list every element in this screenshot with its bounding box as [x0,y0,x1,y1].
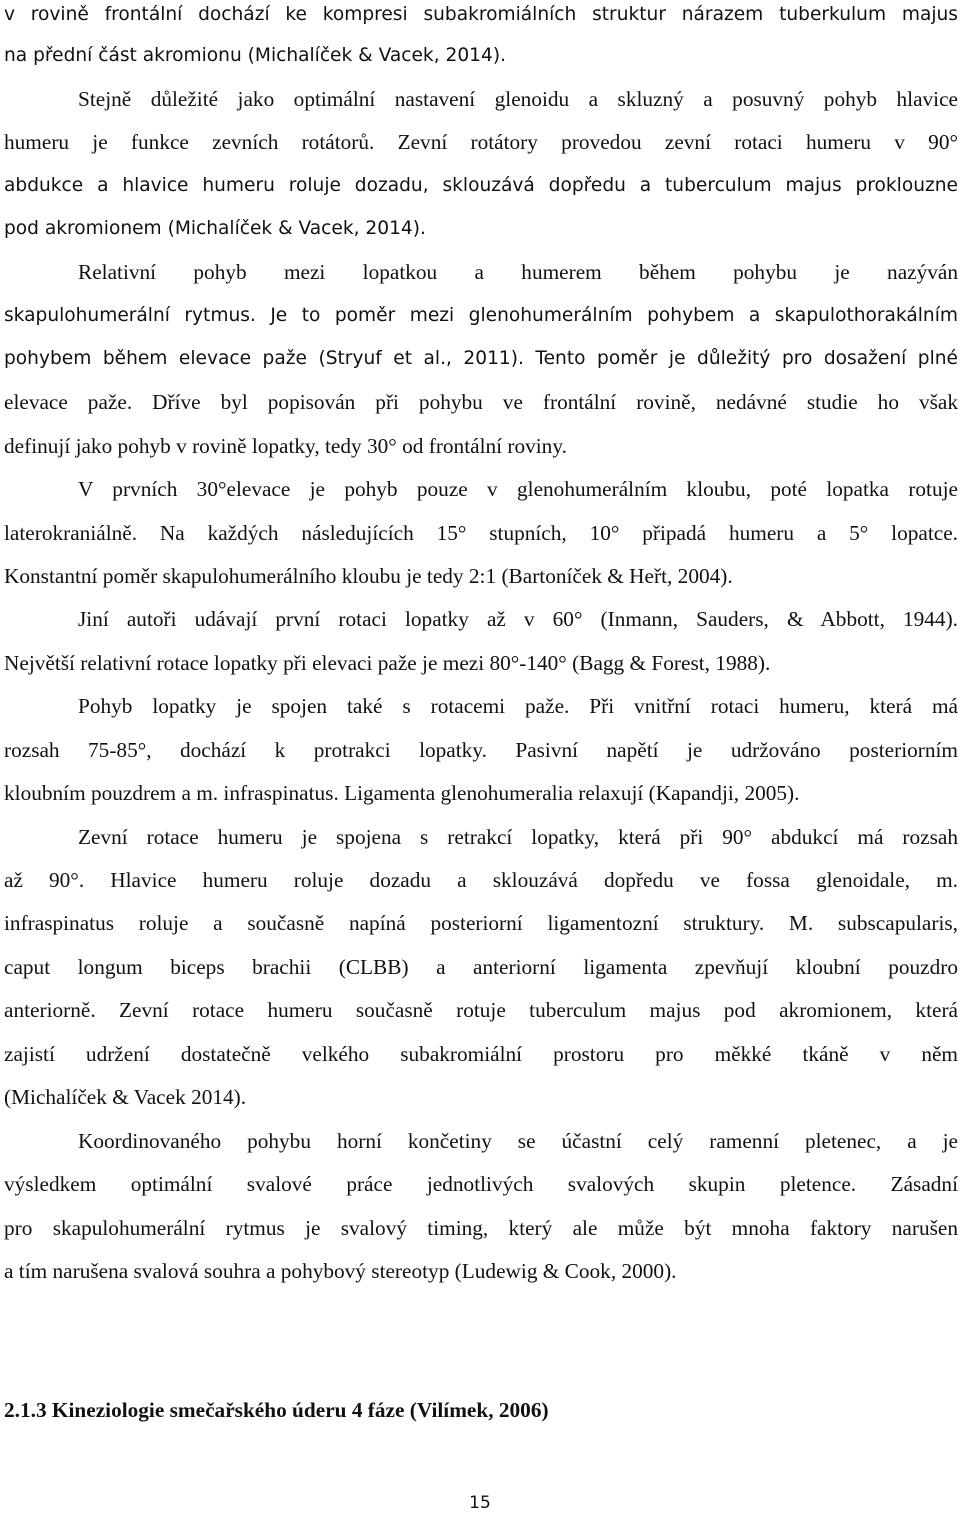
text-line: kloubním pouzdrem a m. infraspinatus. Ligamenta glenohumeralia relaxují (Kapandji, 2005). [4,781,800,805]
text-line: výsledkem optimální svalové práce jednotlivých svalových skupin pletence. Zásadní [4,1172,958,1196]
text-line: Pohyb lopatky je spojen také s rotacemi paže. Při vnitřní rotaci humeru, která má [78,694,958,718]
text-line: Relativní pohyb mezi lopatkou a humerem během pohybu je nazýván [78,260,958,284]
text-line: infraspinatus roluje a současně napíná posteriorní ligamentozní struktury. M. subscapularis, [4,911,958,935]
text-line: v rovině frontální dochází ke kompresi subakromiálních struktur nárazem tuberkulum majus [4,4,958,25]
text-line: pro skapulohumerální rytmus je svalový timing, který ale může být mnoha faktory narušen [4,1216,958,1240]
text-line: definují jako pohyb v rovině lopatky, tedy 30° od frontální roviny. [4,434,567,458]
text-line: pohybem během elevace paže (Stryuf et al., 2011). Tento poměr je důležitý pro dosažení plné [4,348,958,369]
section-heading: 2.1.3 Kineziologie smečařského úderu 4 fáze (Vilímek, 2006) [4,1398,549,1422]
text-line: na přední část akromionu (Michalíček & Vacek, 2014). [4,45,506,66]
text-line: V prvních 30°elevace je pohyb pouze v glenohumerálním kloubu, poté lopatka rotuje [78,477,958,501]
text-line: Jiní autoři udávají první rotaci lopatky až v 60° (Inmann, Sauders, & Abbott, 1944). [78,607,958,631]
text-line: Konstantní poměr skapulohumerálního kloubu je tedy 2:1 (Bartoníček & Heřt, 2004). [4,564,733,588]
text-line: zajistí udržení dostatečně velkého subakromiální prostoru pro měkké tkáně v něm [4,1042,958,1066]
text-line: elevace paže. Dříve byl popisován při pohybu ve frontální rovině, nedávné studie ho však [4,390,958,414]
text-line: abdukce a hlavice humeru roluje dozadu, sklouzává dopředu a tuberculum majus proklouzne [4,175,958,196]
text-line: anteriorně. Zevní rotace humeru současně rotuje tuberculum majus pod akromionem, která [4,998,958,1022]
text-line: Stejně důležité jako optimální nastavení glenoidu a skluzný a posuvný pohyb hlavice [78,87,958,111]
text-line: Zevní rotace humeru je spojena s retrakcí lopatky, která při 90° abdukcí má rozsah [78,825,958,849]
text-line: caput longum biceps brachii (CLBB) a anteriorní ligamenta zpevňují kloubní pouzdro [4,955,958,979]
text-line: a tím narušena svalová souhra a pohybový stereotyp (Ludewig & Cook, 2000). [4,1259,677,1283]
page-number: 15 [469,1493,491,1513]
text-line: humeru je funkce zevních rotátorů. Zevní rotátory provedou zevní rotaci humeru v 90° [4,130,958,154]
text-line: Koordinovaného pohybu horní končetiny se účastní celý ramenní pletenec, a je [78,1129,958,1153]
text-line: laterokraniálně. Na každých následujících 15° stupních, 10° připadá humeru a 5° lopatce. [4,521,958,545]
text-line: Největší relativní rotace lopatky při elevaci paže je mezi 80°-140° (Bagg & Forest, 1988). [4,651,771,675]
text-line: rozsah 75-85°, dochází k protrakci lopatky. Pasivní napětí je udržováno posteriorním [4,738,958,762]
text-line: až 90°. Hlavice humeru roluje dozadu a sklouzává dopředu ve fossa glenoidale, m. [4,868,958,892]
text-line: skapulohumerální rytmus. Je to poměr mezi glenohumerálním pohybem a skapulothorakálním [4,305,958,326]
text-line: (Michalíček & Vacek 2014). [4,1085,247,1109]
text-line: pod akromionem (Michalíček & Vacek, 2014). [4,218,426,239]
